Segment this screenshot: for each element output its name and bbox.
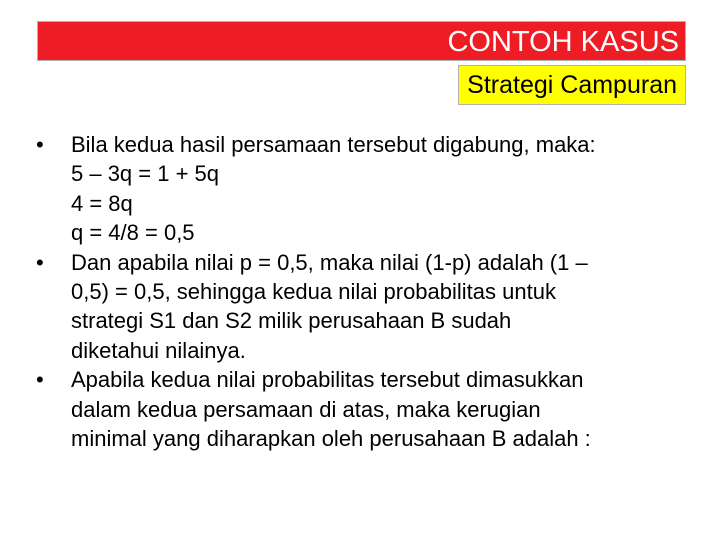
bullet-dot-icon: • [36,249,44,275]
equation-line: 5 – 3q = 1 + 5q [71,161,220,187]
title-bar [37,21,686,61]
bullet-item [36,248,696,366]
bullet-text: diketahui nilainya. [71,337,246,363]
subtitle-box: Strategi Campuran [458,65,686,105]
bullet-dot-icon: • [36,367,44,393]
bullet-text: Dan apabila nilai p = 0,5, maka nilai (1-p) adalah (1 – [71,249,588,275]
bullet-item [36,365,696,453]
content-body [36,130,696,453]
page-title: CONTOH KASUS [447,26,679,58]
bullet-text: dalam kedua persamaan di atas, maka kerugian [71,396,541,422]
bullet-text: strategi S1 dan S2 milik perusahaan B sudah [71,308,512,334]
bullet-text: Bila kedua hasil persamaan tersebut digabung, maka: [71,132,596,157]
bullet-text: Apabila kedua nilai probabilitas tersebut dimasukkan [71,367,584,393]
equation-line: q = 4/8 = 0,5 [71,220,195,246]
bullet-text: 0,5) = 0,5, sehingga kedua nilai probabilitas untuk [71,279,556,305]
bullet-dot-icon: • [36,132,44,157]
bullet-text: minimal yang diharapkan oleh perusahaan B adalah : [71,426,591,452]
equation-line: 4 = 8q [71,190,133,216]
bullet-item [36,130,696,248]
